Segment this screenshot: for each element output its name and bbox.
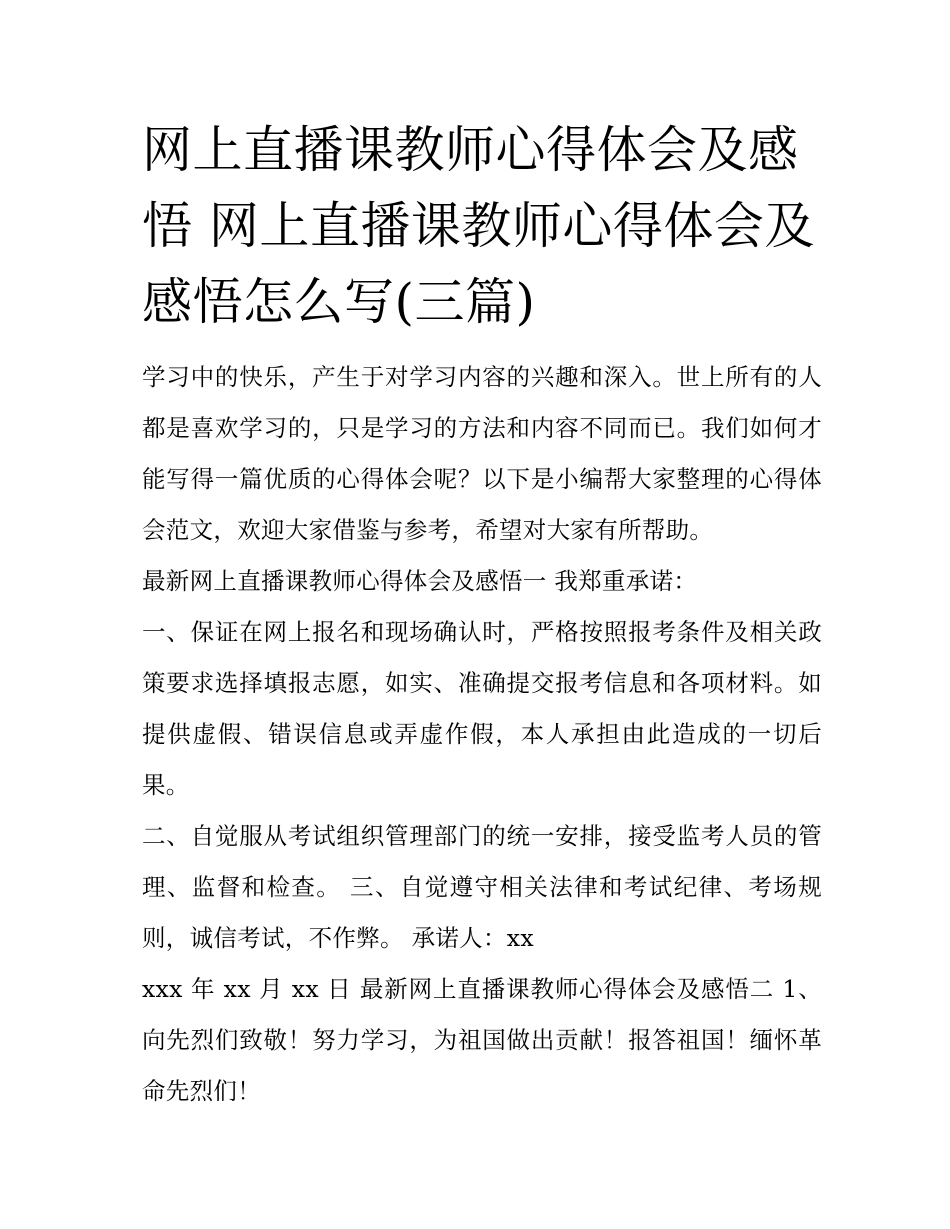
pledge-items-two-three: 二、自觉服从考试组织管理部门的统一安排，接受监考人员的管理、监督和检查。 三、自觉遵守相关法律和考试纪律、考场规则，诚信考试，不作弊。 承诺人：xx bbox=[142, 822, 822, 952]
document-title: 网上直播课教师心得体会及感悟 网上直播课教师心得体会及感悟怎么写(三篇) bbox=[142, 121, 815, 331]
intro-paragraph: 学习中的快乐，产生于对学习内容的兴趣和深入。世上所有的人都是喜欢学习的，只是学习的方法和内容不同而已。我们如何才能写得一篇优质的心得体会呢？以下是小编帮大家整理的心得体会范文，欢迎大家借鉴与参考，希望对大家有所帮助。 bbox=[142, 363, 822, 544]
pledge-item-one: 一、保证在网上报名和现场确认时，严格按照报考条件及相关政策要求选择填报志愿，如实、准确提交报考信息和各项材料。如提供虚假、错误信息或弄虚作假，本人承担由此造成的一切后果。 bbox=[142, 618, 822, 799]
section-one-heading: 最新网上直播课教师心得体会及感悟一 我郑重承诺： bbox=[142, 567, 698, 595]
date-and-section-two: xxx 年 xx 月 xx 日 最新网上直播课教师心得体会及感悟二 1、向先烈们致敬！努力学习，为祖国做出贡献！报答祖国！缅怀革命先烈们！ bbox=[142, 975, 822, 1105]
document-body bbox=[142, 352, 822, 1117]
